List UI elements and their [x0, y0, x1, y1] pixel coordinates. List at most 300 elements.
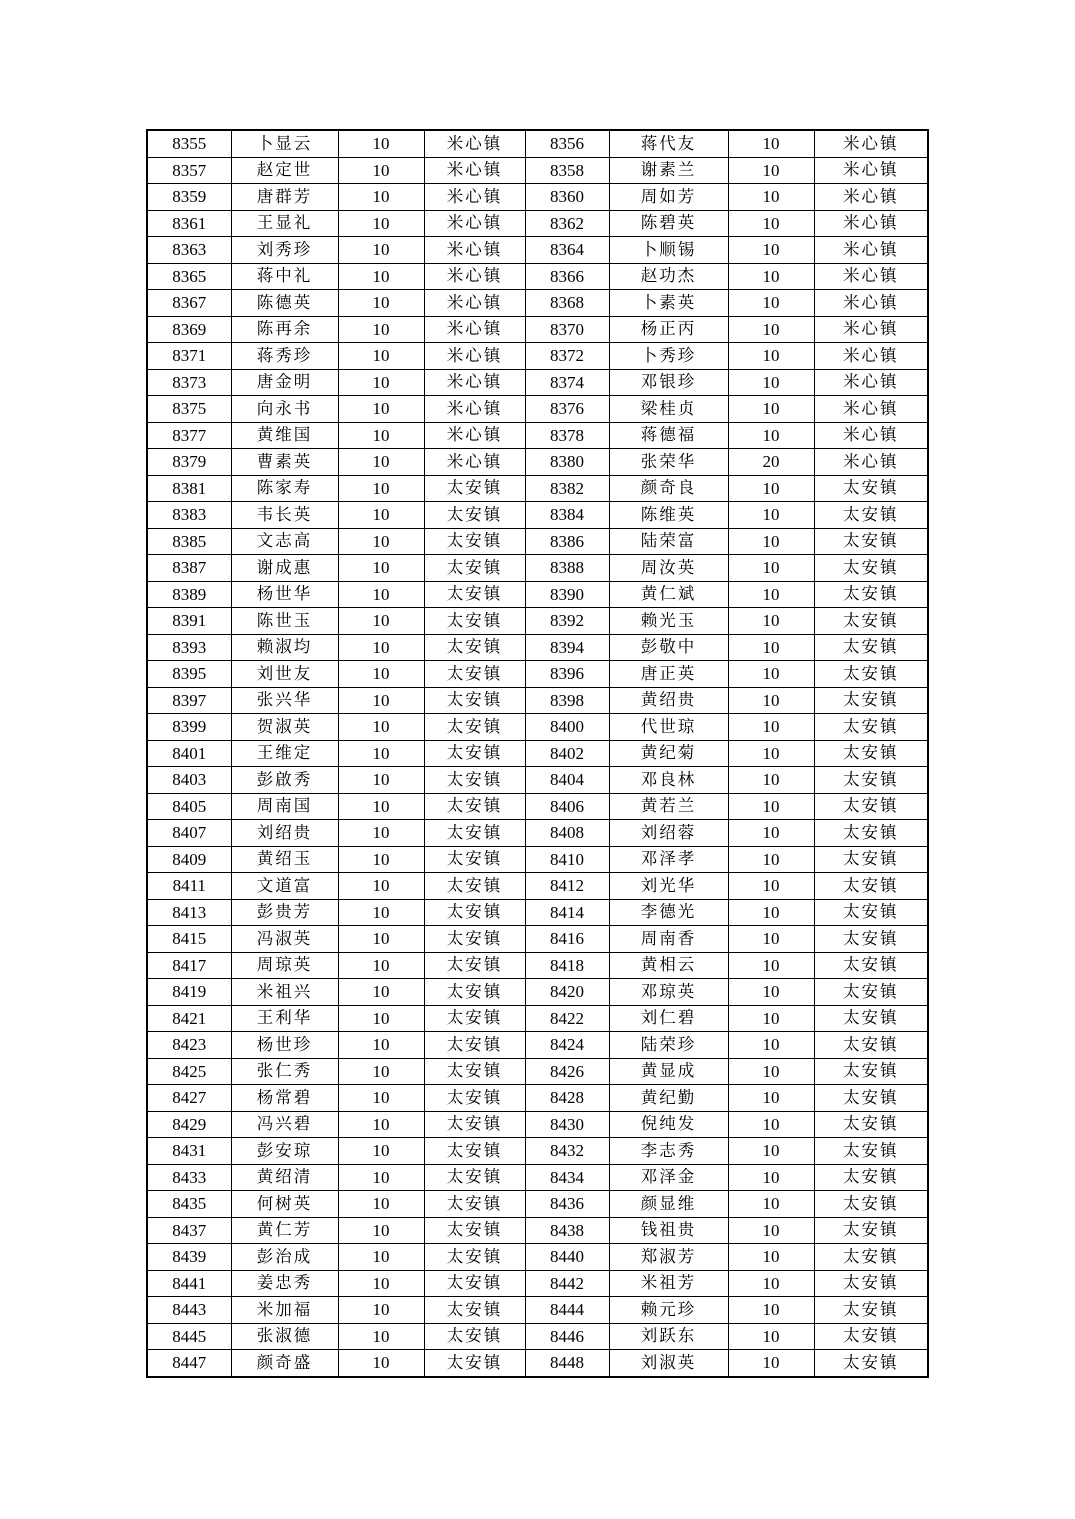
town-name: 太安镇: [814, 846, 928, 873]
entry-number: 8424: [525, 1032, 609, 1059]
amount: 10: [728, 210, 814, 237]
entry-number: 8362: [525, 210, 609, 237]
town-name: 太安镇: [814, 767, 928, 794]
amount: 10: [728, 528, 814, 555]
person-name: 黄绍清: [231, 1164, 338, 1191]
entry-number: 8393: [147, 634, 231, 661]
entry-number: 8370: [525, 316, 609, 343]
town-name: 太安镇: [424, 740, 525, 767]
town-name: 太安镇: [814, 979, 928, 1006]
entry-number: 8406: [525, 793, 609, 820]
town-name: 米心镇: [814, 369, 928, 396]
town-name: 太安镇: [814, 1111, 928, 1138]
entry-number: 8366: [525, 263, 609, 290]
amount: 10: [338, 369, 424, 396]
person-name: 黄显成: [609, 1058, 728, 1085]
amount: 10: [338, 1164, 424, 1191]
entry-number: 8414: [525, 899, 609, 926]
amount: 10: [338, 316, 424, 343]
person-name: 卜秀珍: [609, 343, 728, 370]
table-row: [147, 714, 928, 741]
amount: 10: [728, 608, 814, 635]
town-name: 太安镇: [424, 1323, 525, 1350]
entry-number: 8375: [147, 396, 231, 423]
person-name: 刘绍蓉: [609, 820, 728, 847]
person-name: 唐群芳: [231, 184, 338, 211]
person-name: 陈再余: [231, 316, 338, 343]
town-name: 米心镇: [424, 449, 525, 476]
person-name: 王维定: [231, 740, 338, 767]
table-row: [147, 926, 928, 953]
person-name: 向永书: [231, 396, 338, 423]
amount: 10: [338, 873, 424, 900]
table-row: [147, 1164, 928, 1191]
person-name: 颜显维: [609, 1191, 728, 1218]
person-name: 彭敬中: [609, 634, 728, 661]
table-row: [147, 1217, 928, 1244]
town-name: 米心镇: [814, 237, 928, 264]
amount: 10: [728, 1138, 814, 1165]
entry-number: 8411: [147, 873, 231, 900]
town-name: 米心镇: [424, 237, 525, 264]
town-name: 太安镇: [424, 1058, 525, 1085]
entry-number: 8378: [525, 422, 609, 449]
entry-number: 8435: [147, 1191, 231, 1218]
person-name: 文志高: [231, 528, 338, 555]
table-row: [147, 422, 928, 449]
person-name: 冯淑英: [231, 926, 338, 953]
person-name: 邓琼英: [609, 979, 728, 1006]
amount: 10: [728, 263, 814, 290]
amount: 10: [728, 1164, 814, 1191]
person-name: 赖元珍: [609, 1297, 728, 1324]
entry-number: 8409: [147, 846, 231, 873]
town-name: 太安镇: [814, 952, 928, 979]
town-name: 太安镇: [424, 1138, 525, 1165]
town-name: 太安镇: [814, 793, 928, 820]
amount: 10: [728, 184, 814, 211]
town-name: 太安镇: [814, 1032, 928, 1059]
entry-number: 8412: [525, 873, 609, 900]
amount: 10: [338, 449, 424, 476]
person-name: 陈碧英: [609, 210, 728, 237]
amount: 10: [338, 130, 424, 157]
table-row: [147, 873, 928, 900]
entry-number: 8402: [525, 740, 609, 767]
table-row: [147, 1323, 928, 1350]
entry-number: 8413: [147, 899, 231, 926]
amount: 10: [338, 422, 424, 449]
amount: 10: [338, 793, 424, 820]
person-name: 唐金明: [231, 369, 338, 396]
person-name: 陈维英: [609, 502, 728, 529]
town-name: 太安镇: [424, 1164, 525, 1191]
town-name: 太安镇: [424, 926, 525, 953]
amount: 10: [728, 316, 814, 343]
person-name: 黄绍贵: [609, 687, 728, 714]
amount: 10: [728, 1270, 814, 1297]
entry-number: 8422: [525, 1005, 609, 1032]
town-name: 太安镇: [424, 899, 525, 926]
amount: 10: [728, 290, 814, 317]
amount: 10: [728, 157, 814, 184]
person-name: 刘跃东: [609, 1323, 728, 1350]
entry-number: 8387: [147, 555, 231, 582]
amount: 10: [338, 634, 424, 661]
town-name: 太安镇: [814, 1350, 928, 1377]
person-name: 黄纪菊: [609, 740, 728, 767]
amount: 10: [728, 1085, 814, 1112]
person-name: 周南香: [609, 926, 728, 953]
person-name: 张荣华: [609, 449, 728, 476]
table-row: [147, 449, 928, 476]
amount: 10: [338, 687, 424, 714]
person-name: 米加福: [231, 1297, 338, 1324]
entry-number: 8381: [147, 475, 231, 502]
town-name: 米心镇: [814, 290, 928, 317]
amount: 10: [338, 952, 424, 979]
table-row: [147, 290, 928, 317]
entry-number: 8439: [147, 1244, 231, 1271]
person-name: 谢成惠: [231, 555, 338, 582]
amount: 10: [338, 740, 424, 767]
town-name: 太安镇: [814, 1297, 928, 1324]
entry-number: 8384: [525, 502, 609, 529]
town-name: 太安镇: [814, 1244, 928, 1271]
town-name: 太安镇: [424, 475, 525, 502]
town-name: 太安镇: [814, 926, 928, 953]
amount: 10: [728, 820, 814, 847]
person-name: 刘淑英: [609, 1350, 728, 1377]
town-name: 米心镇: [814, 130, 928, 157]
town-name: 米心镇: [424, 210, 525, 237]
entry-number: 8356: [525, 130, 609, 157]
amount: 10: [338, 899, 424, 926]
entry-number: 8383: [147, 502, 231, 529]
table-row: [147, 740, 928, 767]
entry-number: 8391: [147, 608, 231, 635]
table-row: [147, 979, 928, 1006]
amount: 10: [338, 1085, 424, 1112]
amount: 10: [338, 475, 424, 502]
town-name: 太安镇: [814, 528, 928, 555]
entry-number: 8374: [525, 369, 609, 396]
person-name: 张兴华: [231, 687, 338, 714]
entry-number: 8440: [525, 1244, 609, 1271]
town-name: 太安镇: [814, 1217, 928, 1244]
table-row: [147, 1350, 928, 1377]
town-name: 米心镇: [814, 316, 928, 343]
town-name: 米心镇: [814, 263, 928, 290]
person-name: 黄维国: [231, 422, 338, 449]
person-name: 黄仁斌: [609, 581, 728, 608]
amount: 10: [728, 1350, 814, 1377]
entry-number: 8410: [525, 846, 609, 873]
entry-number: 8433: [147, 1164, 231, 1191]
amount: 20: [728, 449, 814, 476]
town-name: 太安镇: [814, 1138, 928, 1165]
entry-number: 8364: [525, 237, 609, 264]
table-row: [147, 396, 928, 423]
entry-number: 8418: [525, 952, 609, 979]
town-name: 太安镇: [424, 528, 525, 555]
amount: 10: [338, 820, 424, 847]
table-row: [147, 157, 928, 184]
person-name: 李志秀: [609, 1138, 728, 1165]
town-name: 太安镇: [814, 687, 928, 714]
town-name: 太安镇: [814, 740, 928, 767]
entry-number: 8421: [147, 1005, 231, 1032]
person-name: 杨世华: [231, 581, 338, 608]
person-name: 赵功杰: [609, 263, 728, 290]
person-name: 代世琼: [609, 714, 728, 741]
entry-number: 8403: [147, 767, 231, 794]
entry-number: 8408: [525, 820, 609, 847]
amount: 10: [338, 1111, 424, 1138]
amount: 10: [338, 767, 424, 794]
town-name: 米心镇: [424, 130, 525, 157]
amount: 10: [728, 740, 814, 767]
person-name: 钱祖贵: [609, 1217, 728, 1244]
town-name: 太安镇: [814, 608, 928, 635]
person-name: 卜素英: [609, 290, 728, 317]
amount: 10: [338, 608, 424, 635]
town-name: 太安镇: [424, 1350, 525, 1377]
amount: 10: [338, 396, 424, 423]
person-name: 周琼英: [231, 952, 338, 979]
person-name: 文道富: [231, 873, 338, 900]
person-name: 曹素英: [231, 449, 338, 476]
person-name: 王显礼: [231, 210, 338, 237]
amount: 10: [728, 475, 814, 502]
town-name: 太安镇: [424, 634, 525, 661]
person-name: 张仁秀: [231, 1058, 338, 1085]
amount: 10: [338, 1058, 424, 1085]
person-name: 郑淑芳: [609, 1244, 728, 1271]
town-name: 太安镇: [424, 714, 525, 741]
person-name: 邓良林: [609, 767, 728, 794]
table-row: [147, 184, 928, 211]
amount: 10: [338, 555, 424, 582]
table-row: [147, 1085, 928, 1112]
town-name: 太安镇: [814, 475, 928, 502]
amount: 10: [728, 237, 814, 264]
town-name: 米心镇: [814, 157, 928, 184]
amount: 10: [728, 502, 814, 529]
entry-number: 8373: [147, 369, 231, 396]
entry-number: 8389: [147, 581, 231, 608]
table-row: [147, 608, 928, 635]
town-name: 太安镇: [814, 1085, 928, 1112]
table-row: [147, 316, 928, 343]
table-row: [147, 1032, 928, 1059]
person-name: 黄相云: [609, 952, 728, 979]
amount: 10: [338, 237, 424, 264]
amount: 10: [728, 396, 814, 423]
entry-number: 8447: [147, 1350, 231, 1377]
roster-body: [147, 130, 928, 1377]
amount: 10: [338, 184, 424, 211]
amount: 10: [728, 422, 814, 449]
entry-number: 8386: [525, 528, 609, 555]
town-name: 米心镇: [424, 343, 525, 370]
amount: 10: [728, 846, 814, 873]
table-row: [147, 1138, 928, 1165]
person-name: 王利华: [231, 1005, 338, 1032]
town-name: 太安镇: [424, 1085, 525, 1112]
amount: 10: [338, 157, 424, 184]
amount: 10: [728, 1058, 814, 1085]
person-name: 陆荣富: [609, 528, 728, 555]
town-name: 太安镇: [814, 820, 928, 847]
person-name: 邓泽金: [609, 1164, 728, 1191]
entry-number: 8382: [525, 475, 609, 502]
town-name: 米心镇: [424, 184, 525, 211]
town-name: 米心镇: [424, 290, 525, 317]
amount: 10: [338, 502, 424, 529]
entry-number: 8394: [525, 634, 609, 661]
person-name: 陈德英: [231, 290, 338, 317]
person-name: 周如芳: [609, 184, 728, 211]
amount: 10: [338, 528, 424, 555]
amount: 10: [728, 661, 814, 688]
amount: 10: [338, 1350, 424, 1377]
town-name: 太安镇: [814, 634, 928, 661]
town-name: 米心镇: [424, 369, 525, 396]
roster-table: [146, 129, 929, 1378]
entry-number: 8419: [147, 979, 231, 1006]
entry-number: 8371: [147, 343, 231, 370]
entry-number: 8428: [525, 1085, 609, 1112]
town-name: 太安镇: [814, 714, 928, 741]
person-name: 彭安琼: [231, 1138, 338, 1165]
town-name: 米心镇: [814, 396, 928, 423]
town-name: 太安镇: [814, 581, 928, 608]
entry-number: 8369: [147, 316, 231, 343]
entry-number: 8407: [147, 820, 231, 847]
amount: 10: [338, 1270, 424, 1297]
person-name: 刘光华: [609, 873, 728, 900]
entry-number: 8377: [147, 422, 231, 449]
person-name: 卜显云: [231, 130, 338, 157]
entry-number: 8420: [525, 979, 609, 1006]
town-name: 太安镇: [424, 1191, 525, 1218]
amount: 10: [728, 1323, 814, 1350]
amount: 10: [338, 263, 424, 290]
entry-number: 8367: [147, 290, 231, 317]
entry-number: 8372: [525, 343, 609, 370]
entry-number: 8380: [525, 449, 609, 476]
entry-number: 8388: [525, 555, 609, 582]
amount: 10: [338, 661, 424, 688]
town-name: 太安镇: [424, 767, 525, 794]
town-name: 米心镇: [424, 157, 525, 184]
table-row: [147, 687, 928, 714]
table-row: [147, 820, 928, 847]
table-row: [147, 1270, 928, 1297]
town-name: 太安镇: [814, 555, 928, 582]
person-name: 黄绍玉: [231, 846, 338, 873]
amount: 10: [728, 343, 814, 370]
town-name: 米心镇: [814, 184, 928, 211]
person-name: 陈世玉: [231, 608, 338, 635]
person-name: 卜顺锡: [609, 237, 728, 264]
entry-number: 8355: [147, 130, 231, 157]
amount: 10: [338, 1032, 424, 1059]
town-name: 太安镇: [424, 687, 525, 714]
town-name: 太安镇: [424, 1032, 525, 1059]
entry-number: 8357: [147, 157, 231, 184]
town-name: 太安镇: [814, 899, 928, 926]
entry-number: 8392: [525, 608, 609, 635]
amount: 10: [728, 1005, 814, 1032]
town-name: 太安镇: [424, 1297, 525, 1324]
entry-number: 8441: [147, 1270, 231, 1297]
person-name: 颜奇良: [609, 475, 728, 502]
table-row: [147, 1005, 928, 1032]
table-row: [147, 502, 928, 529]
entry-number: 8376: [525, 396, 609, 423]
entry-number: 8368: [525, 290, 609, 317]
entry-number: 8363: [147, 237, 231, 264]
amount: 10: [728, 555, 814, 582]
entry-number: 8399: [147, 714, 231, 741]
person-name: 黄仁芳: [231, 1217, 338, 1244]
person-name: 刘世友: [231, 661, 338, 688]
entry-number: 8395: [147, 661, 231, 688]
town-name: 太安镇: [814, 1058, 928, 1085]
entry-number: 8365: [147, 263, 231, 290]
person-name: 倪纯发: [609, 1111, 728, 1138]
person-name: 刘绍贵: [231, 820, 338, 847]
amount: 10: [728, 634, 814, 661]
entry-number: 8429: [147, 1111, 231, 1138]
amount: 10: [728, 793, 814, 820]
amount: 10: [338, 210, 424, 237]
person-name: 蒋德福: [609, 422, 728, 449]
town-name: 太安镇: [424, 1270, 525, 1297]
entry-number: 8425: [147, 1058, 231, 1085]
person-name: 贺淑英: [231, 714, 338, 741]
amount: 10: [338, 581, 424, 608]
table-row: [147, 634, 928, 661]
person-name: 赖淑均: [231, 634, 338, 661]
town-name: 太安镇: [424, 846, 525, 873]
table-row: [147, 130, 928, 157]
amount: 10: [338, 1217, 424, 1244]
entry-number: 8398: [525, 687, 609, 714]
entry-number: 8385: [147, 528, 231, 555]
town-name: 太安镇: [424, 793, 525, 820]
amount: 10: [338, 846, 424, 873]
entry-number: 8404: [525, 767, 609, 794]
amount: 10: [728, 1297, 814, 1324]
entry-number: 8430: [525, 1111, 609, 1138]
amount: 10: [728, 1191, 814, 1218]
person-name: 蒋秀珍: [231, 343, 338, 370]
town-name: 米心镇: [424, 396, 525, 423]
town-name: 太安镇: [424, 1217, 525, 1244]
person-name: 彭治成: [231, 1244, 338, 1271]
amount: 10: [338, 1138, 424, 1165]
table-row: [147, 237, 928, 264]
person-name: 杨正丙: [609, 316, 728, 343]
table-row: [147, 528, 928, 555]
town-name: 太安镇: [424, 1111, 525, 1138]
amount: 10: [728, 1111, 814, 1138]
table-row: [147, 581, 928, 608]
person-name: 陈家寿: [231, 475, 338, 502]
